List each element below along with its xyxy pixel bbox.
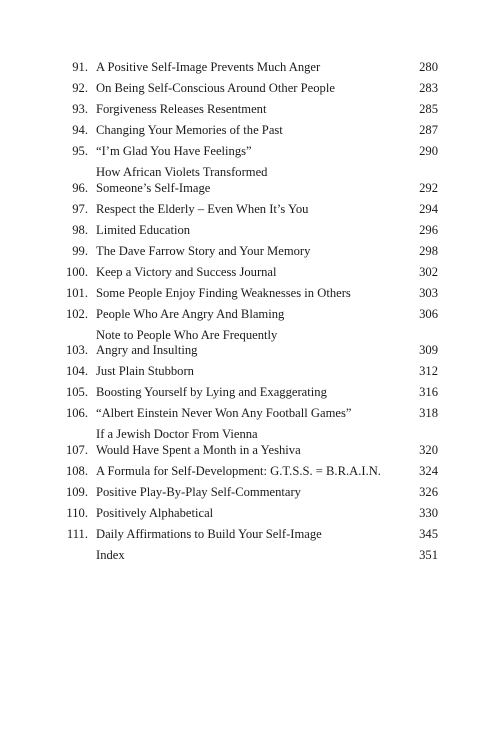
toc-entry-number: 111. xyxy=(66,526,88,541)
toc-entry-page-number: 351 xyxy=(419,547,438,562)
toc-entry-number: 110. xyxy=(66,505,88,520)
toc-entry-title-line: A Formula for Self-Development: G.T.S.S. = B.R.A.I.N. xyxy=(96,463,381,478)
toc-entry-title xyxy=(88,81,398,97)
toc-entry-title-line: If a Jewish Doctor From Vienna xyxy=(96,427,258,441)
toc-entry-number: 99. xyxy=(72,243,88,258)
toc-entry-page-number: 316 xyxy=(419,385,438,399)
toc-entry-page-number: 312 xyxy=(419,364,438,378)
toc-entry-number: 102. xyxy=(65,306,88,321)
toc-entry-title xyxy=(88,60,398,76)
toc-entry-number: 97. xyxy=(72,201,88,216)
toc-entry-number: 91. xyxy=(72,60,88,74)
toc-entry-number: 103. xyxy=(65,343,88,357)
toc-entry-title xyxy=(88,406,398,422)
toc-entry xyxy=(58,244,438,260)
toc-entry-title xyxy=(88,165,398,196)
toc-entry-title xyxy=(88,202,398,218)
toc-entry-page-number: 296 xyxy=(419,222,438,237)
toc-entry xyxy=(58,123,438,139)
toc-entry-title-line: People Who Are Angry And Blaming xyxy=(96,306,285,321)
toc-entry-number: 101. xyxy=(65,285,88,300)
toc-entry xyxy=(58,464,438,480)
toc-entry-number: 104. xyxy=(65,364,88,378)
toc-entry-page-number: 283 xyxy=(419,81,438,95)
toc-entry-title-line: “I’m Glad You Have Feelings” xyxy=(96,144,252,158)
toc-entry-page-number: 324 xyxy=(419,463,438,478)
toc-entry-title-line: “Albert Einstein Never Won Any Football Games” xyxy=(96,406,352,420)
toc-entry-number: 96. xyxy=(72,180,88,195)
toc-entry-title-line: Limited Education xyxy=(96,222,191,237)
toc-entry xyxy=(58,548,438,564)
toc-entry-page-number: 294 xyxy=(419,201,438,216)
toc-entry-title-line: Index xyxy=(96,547,125,562)
toc-entry xyxy=(58,144,438,160)
toc-entry-page-number: 287 xyxy=(419,123,438,137)
toc-entry xyxy=(58,223,438,239)
toc-entry-number: 105. xyxy=(65,385,88,399)
toc-entry-title xyxy=(88,506,398,522)
toc-entry-page-number: 290 xyxy=(419,144,438,158)
toc-entry-page-number: 285 xyxy=(419,102,438,116)
toc-entry xyxy=(58,102,438,118)
toc-entry xyxy=(58,427,438,458)
toc-entry xyxy=(58,485,438,501)
toc-entry-title-line: The Dave Farrow Story and Your Memory xyxy=(96,243,311,258)
toc-entry-page-number: 306 xyxy=(419,306,438,321)
toc-entry-title-line: Positively Alphabetical xyxy=(96,505,214,520)
toc-entry xyxy=(58,364,438,380)
toc-entry-number: 108. xyxy=(65,463,88,478)
toc-entry xyxy=(58,165,438,196)
toc-entry-page-number: 318 xyxy=(419,406,438,420)
toc-entry-title-line: How African Violets Transformed xyxy=(96,165,268,179)
toc-entry-title-line: Forgiveness Releases Resentment xyxy=(96,102,267,116)
toc-entry-number: 100. xyxy=(65,264,88,279)
toc-entry-title-line: Some People Enjoy Finding Weaknesses in Others xyxy=(96,285,351,300)
toc-entry-title xyxy=(88,286,398,302)
toc-entry-title-line: Keep a Victory and Success Journal xyxy=(96,264,277,279)
toc-entry xyxy=(58,202,438,218)
toc-entry-title xyxy=(88,244,398,260)
toc-entry-title xyxy=(88,144,398,160)
toc-entry-title xyxy=(88,548,398,564)
toc-entry-page-number: 298 xyxy=(419,243,438,258)
toc-entry-title-line: Someone’s Self-Image xyxy=(96,180,211,195)
toc-entry-page-number: 303 xyxy=(419,285,438,300)
toc-entry-title xyxy=(88,464,398,480)
toc-entry-number: 92. xyxy=(72,81,88,95)
toc-entry-page-number: 292 xyxy=(419,180,438,195)
toc-entry-page-number: 345 xyxy=(419,526,438,541)
toc-entry-title xyxy=(88,427,398,458)
toc-entry-title-line: Angry and Insulting xyxy=(96,343,198,357)
toc-entry-title-line: Note to People Who Are Frequently xyxy=(96,327,278,342)
toc-entry xyxy=(58,506,438,522)
toc-entry-title-line: Would Have Spent a Month in a Yeshiva xyxy=(96,442,301,457)
toc-entry-title xyxy=(88,123,398,139)
toc-entry-title xyxy=(88,527,398,543)
toc-entry-title xyxy=(88,307,398,323)
toc-entry-title xyxy=(88,265,398,281)
toc-entry xyxy=(58,328,438,359)
toc-entry xyxy=(58,265,438,281)
toc-entry-page-number: 309 xyxy=(419,343,438,357)
toc-entry-number: 107. xyxy=(65,442,88,457)
toc-entry-page-number: 326 xyxy=(419,484,438,499)
toc-entry-title-line: On Being Self-Conscious Around Other People xyxy=(96,81,335,95)
toc-entry-title xyxy=(88,102,398,118)
toc-entry-page-number: 302 xyxy=(419,264,438,279)
toc-entry-number: 106. xyxy=(65,406,88,420)
toc-entry-title xyxy=(88,223,398,239)
toc-entry xyxy=(58,406,438,422)
toc-entry-title-line: Positive Play-By-Play Self-Commentary xyxy=(96,484,301,499)
toc-entry xyxy=(58,286,438,302)
toc-entry-number: 95. xyxy=(72,144,88,158)
toc-entry xyxy=(58,60,438,76)
toc-entry-title xyxy=(88,485,398,501)
table-of-contents xyxy=(58,60,438,569)
toc-entry-number: 94. xyxy=(72,123,88,137)
toc-entry-number: 93. xyxy=(72,102,88,116)
toc-entry-title-line: Changing Your Memories of the Past xyxy=(96,123,283,137)
toc-entry xyxy=(58,527,438,543)
toc-entry xyxy=(58,307,438,323)
toc-entry-page-number: 280 xyxy=(419,60,438,74)
toc-entry-title-line: Daily Affirmations to Build Your Self-Image xyxy=(96,526,322,541)
toc-entry-number: 98. xyxy=(72,222,88,237)
toc-entry-title-line: Boosting Yourself by Lying and Exaggerating xyxy=(96,385,327,399)
toc-entry-title xyxy=(88,328,398,359)
toc-entry-title-line: Just Plain Stubborn xyxy=(96,364,194,378)
toc-entry xyxy=(58,385,438,401)
toc-entry-title-line: A Positive Self-Image Prevents Much Anger xyxy=(96,60,321,74)
toc-entry-page-number: 330 xyxy=(419,505,438,520)
toc-entry-number: 109. xyxy=(65,484,88,499)
toc-entry-page-number: 320 xyxy=(419,442,438,457)
toc-entry xyxy=(58,81,438,97)
toc-entry-title-line: Respect the Elderly – Even When It’s You xyxy=(96,201,309,216)
toc-entry-title xyxy=(88,364,398,380)
toc-entry-title xyxy=(88,385,398,401)
